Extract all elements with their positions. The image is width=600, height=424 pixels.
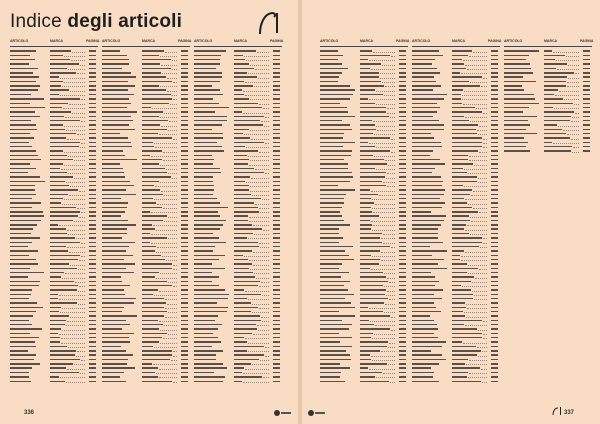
index-column — [412, 49, 500, 383]
index-column — [320, 49, 408, 383]
header-articolo: ARTICOLO — [320, 39, 339, 43]
column-header — [10, 38, 98, 47]
index-column — [194, 49, 282, 383]
header-marca: MARCA — [50, 39, 64, 43]
index-row — [10, 379, 98, 383]
header-articolo: ARTICOLO — [102, 39, 121, 43]
header-marca: MARCA — [544, 39, 558, 43]
header-marca: MARCA — [452, 39, 466, 43]
page-number: 337 — [564, 410, 575, 416]
index-row — [102, 379, 190, 383]
column-header — [504, 38, 592, 47]
header-articolo: ARTICOLO — [412, 39, 431, 43]
page-title — [10, 11, 182, 33]
company-logo-icon — [308, 410, 326, 417]
header-marca: MARCA — [360, 39, 374, 43]
index-row — [412, 379, 500, 383]
company-logo-icon — [274, 410, 292, 417]
section-logo-icon — [552, 407, 562, 416]
index-column — [102, 49, 190, 383]
header-pagina: PAGINA — [86, 39, 100, 43]
header-articolo: ARTICOLO — [194, 39, 213, 43]
header-pagina: PAGINA — [270, 39, 284, 43]
header-pagina: PAGINA — [580, 39, 594, 43]
index-column — [504, 49, 592, 153]
column-header — [412, 38, 500, 47]
left-page — [0, 0, 298, 424]
header-pagina: PAGINA — [396, 39, 410, 43]
header-marca: MARCA — [142, 39, 156, 43]
title-bold: degli articoli — [67, 11, 183, 32]
index-column — [10, 49, 98, 383]
page-number: 336 — [24, 410, 35, 416]
index-row — [194, 379, 282, 383]
header-articolo: ARTICOLO — [10, 39, 29, 43]
column-header — [102, 38, 190, 47]
header-pagina: PAGINA — [178, 39, 192, 43]
header-marca: MARCA — [234, 39, 248, 43]
index-row — [320, 379, 408, 383]
title-light: Indice — [10, 11, 62, 32]
index-row — [504, 149, 592, 153]
header-pagina: PAGINA — [488, 39, 502, 43]
right-page — [302, 0, 600, 424]
section-logo-icon — [256, 10, 280, 36]
header-articolo: ARTICOLO — [504, 39, 523, 43]
column-header — [320, 38, 408, 47]
column-header — [194, 38, 282, 47]
